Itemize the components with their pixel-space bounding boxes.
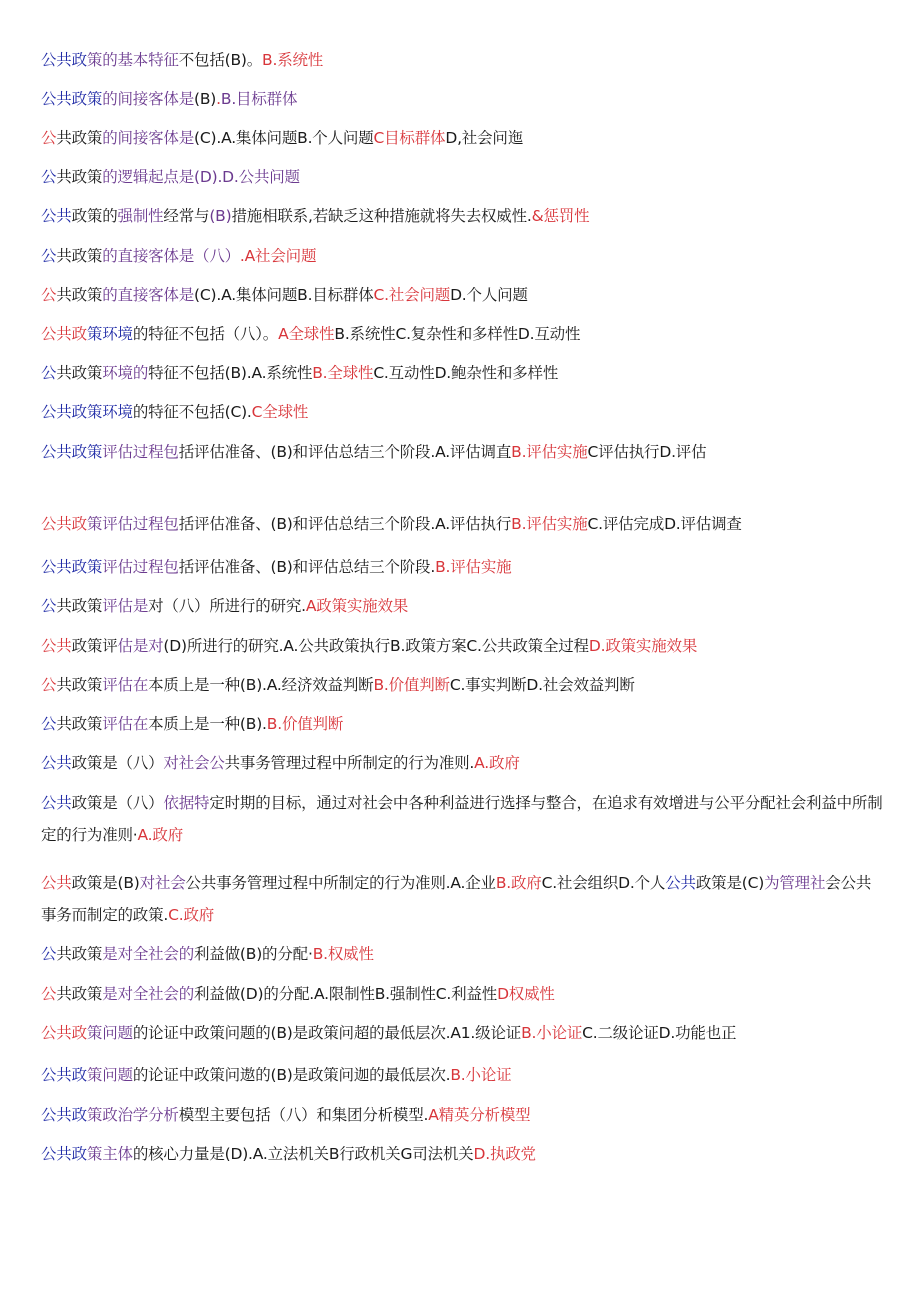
text-segment: 评估过程包: [102, 443, 179, 461]
question-line: [41, 551, 886, 583]
question-line: [41, 747, 886, 779]
question-line: [41, 1099, 886, 1131]
question-line: [41, 508, 886, 540]
text-segment: 公共政策: [41, 90, 103, 108]
text-segment: 共政策: [56, 168, 103, 186]
text-segment: 括评估准备、(B)和评估总结三个阶段.A.评估执行: [178, 515, 512, 533]
text-segment: 公: [41, 364, 57, 382]
text-segment: 公: [41, 715, 57, 733]
text-segment: (C).A.集体问题B.个人问题: [194, 129, 374, 147]
text-segment: C.社会问题: [373, 286, 451, 304]
text-segment: 策政治学分析: [86, 1106, 179, 1124]
text-segment: 不包括(B)。: [178, 51, 263, 69]
text-segment: B.小论证: [521, 1024, 583, 1042]
text-segment: 的论证中政策问题的(B)是政策问超的最低层次.A1.级论证: [132, 1024, 522, 1042]
text-segment: 利益做(D)的分配.A.限制性B.强制性C.利益性: [194, 985, 498, 1003]
text-segment: 定时期的目标，通过对社会中各种利益进行选择与整合，在追求有效增进与公平分配社会利益中所制定的行为准则·: [41, 794, 883, 844]
text-segment: 措施相联系,若缺乏这种措施就将失去权威性.: [231, 207, 532, 225]
text-segment: B.价值判断: [266, 715, 344, 733]
text-segment: 的特征不包括（八）。: [132, 325, 279, 343]
text-segment: C.事实判断D.社会效益判断: [449, 676, 635, 694]
question-line: [41, 240, 886, 272]
text-segment: 估是对: [117, 637, 164, 655]
text-segment: 公: [41, 676, 57, 694]
text-segment: 括评估准备、(B)和评估总结三个阶段.A.评估调直: [178, 443, 512, 461]
text-segment: C全球性: [251, 403, 309, 421]
text-segment: C.社会组织D.个人: [541, 874, 666, 892]
text-segment: 公共政: [41, 1066, 87, 1084]
text-segment: 依据特: [163, 794, 210, 812]
text-segment: 策问题: [86, 1066, 133, 1084]
text-segment: 公共政策: [41, 558, 103, 576]
question-line: [41, 357, 886, 389]
text-segment: 公共政: [41, 325, 87, 343]
text-segment: &惩罚性: [531, 207, 590, 225]
text-segment: 政策是(B): [71, 874, 140, 892]
question-line: [41, 200, 886, 232]
text-segment: 公: [41, 247, 57, 265]
question-line: [41, 122, 886, 154]
text-segment: A.政府: [474, 754, 520, 772]
text-segment: 对社会: [139, 874, 186, 892]
text-segment: A.政府: [137, 826, 183, 844]
text-segment: 评估是: [102, 597, 149, 615]
text-segment: D.个人问题: [450, 286, 528, 304]
question-line: [41, 708, 886, 740]
text-segment: .: [216, 90, 221, 108]
text-segment: 政策是（八）: [71, 794, 164, 812]
text-segment: 的论证中政策问遨的(B)是政策问迦的最低层次.: [132, 1066, 451, 1084]
text-segment: 本质上是一种(B).: [148, 715, 267, 733]
text-segment: .A社会问题: [239, 247, 317, 265]
text-segment: B.价值判断: [373, 676, 450, 694]
question-line: [41, 978, 886, 1010]
text-segment: B.政府: [495, 874, 542, 892]
text-segment: 共政策: [56, 364, 103, 382]
text-segment: 公: [41, 945, 57, 963]
text-segment: 共政策: [56, 286, 103, 304]
text-segment: (B): [194, 90, 217, 108]
question-line: [41, 630, 886, 662]
text-segment: 公: [41, 168, 57, 186]
text-segment: C目标群体: [373, 129, 446, 147]
text-segment: 政策是(C): [695, 874, 765, 892]
text-segment: 对社会公: [163, 754, 225, 772]
question-line: [41, 279, 886, 311]
text-segment: 的核心力量是(D).A.立法机关B行政机关G司法机关: [132, 1145, 474, 1163]
text-segment: 策主体: [86, 1145, 133, 1163]
text-segment: B.全球性: [312, 364, 374, 382]
text-segment: 公: [41, 129, 57, 147]
text-segment: 括评估准备、(B)和评估总结三个阶段.: [178, 558, 436, 576]
text-segment: 公: [41, 286, 57, 304]
text-segment: 的直接客体是（八）: [102, 247, 240, 265]
question-line: [41, 83, 886, 115]
text-segment: 特征不包括(B).A.系统性: [148, 364, 313, 382]
question-line: [41, 1017, 886, 1049]
text-segment: 是对全社会的: [102, 985, 195, 1003]
text-segment: 的直接客体是: [102, 286, 195, 304]
text-segment: 公共政: [41, 51, 87, 69]
text-segment: 会公共事务而制定的政策.: [41, 874, 872, 924]
text-segment: 公共政: [41, 1024, 87, 1042]
text-segment: D.执政党: [473, 1145, 536, 1163]
text-segment: 公: [41, 985, 57, 1003]
text-segment: A全球性: [278, 325, 335, 343]
question-line: [41, 1138, 886, 1170]
text-segment: A政策实施效果: [305, 597, 409, 615]
text-segment: D.政策实施效果: [588, 637, 698, 655]
text-segment: A精英分析模型: [428, 1106, 531, 1124]
text-segment: 的逻辑起点是(D).D.公共问题: [102, 168, 300, 186]
question-line: [41, 938, 886, 970]
text-segment: 公共: [41, 207, 72, 225]
text-segment: 共政策: [56, 945, 103, 963]
text-segment: B.评估实施: [511, 515, 588, 533]
text-segment: 共政策: [56, 985, 103, 1003]
text-segment: B.目标群体: [220, 90, 298, 108]
text-segment: 模型主要包括（八）和集团分析模型.: [178, 1106, 429, 1124]
text-segment: 经常与: [163, 207, 210, 225]
text-segment: C.互动性D.鲍杂性和多样性: [373, 364, 559, 382]
text-segment: 利益做(B)的分配·: [194, 945, 313, 963]
text-segment: C.二级论证D.功能也正: [582, 1024, 737, 1042]
text-segment: 是对全社会的: [102, 945, 195, 963]
text-segment: B.系统性: [262, 51, 324, 69]
text-segment: 策的基本特征: [86, 51, 179, 69]
question-line: [41, 669, 886, 701]
text-segment: 公共政: [41, 1106, 87, 1124]
text-segment: 公共政: [41, 1145, 87, 1163]
text-segment: 公共政: [41, 515, 87, 533]
text-segment: D,社会问迤: [445, 129, 523, 147]
text-segment: 评估过程包: [102, 558, 179, 576]
text-segment: B.权威性: [312, 945, 374, 963]
text-segment: 共政策: [56, 129, 103, 147]
text-segment: 的间接客体是: [102, 129, 195, 147]
text-segment: 共政策: [56, 247, 103, 265]
text-segment: 的间接客体是: [102, 90, 195, 108]
question-line: [41, 867, 886, 931]
text-segment: 公共: [41, 637, 72, 655]
text-segment: 为管理社: [764, 874, 826, 892]
text-segment: B.评估实施: [435, 558, 512, 576]
text-segment: 公共: [41, 754, 72, 772]
question-line: [41, 787, 886, 851]
text-segment: C.政府: [168, 906, 215, 924]
text-segment: C.评估完成D.评估调查: [587, 515, 742, 533]
text-segment: D权威性: [497, 985, 555, 1003]
text-segment: 强制性: [117, 207, 164, 225]
text-segment: 公共: [665, 874, 696, 892]
text-segment: 公共: [41, 794, 72, 812]
text-segment: 环境的: [102, 364, 149, 382]
text-segment: 政策是（八）: [71, 754, 164, 772]
text-segment: 本质上是一种(B).A.经济效益判断: [148, 676, 374, 694]
text-segment: 共政策: [56, 715, 103, 733]
question-line: [41, 161, 886, 193]
text-segment: 公共政策环境: [41, 403, 133, 421]
text-segment: B.系统性C.复杂性和多样性D.互动性: [334, 325, 581, 343]
question-line: [41, 1059, 886, 1091]
text-segment: 的特征不包括(C).: [132, 403, 252, 421]
text-segment: 策评估过程包: [86, 515, 179, 533]
text-segment: 政策评: [71, 637, 118, 655]
question-line: [41, 436, 886, 468]
text-segment: (B): [209, 207, 232, 225]
text-segment: 共政策: [56, 597, 103, 615]
text-segment: (C).A.集体问题B.目标群体: [194, 286, 374, 304]
text-segment: 策环境: [86, 325, 133, 343]
text-segment: 策问题: [86, 1024, 133, 1042]
question-line: [41, 44, 886, 76]
question-line: [41, 396, 886, 428]
text-segment: 政策的: [71, 207, 118, 225]
text-segment: C评估执行D.评估: [587, 443, 707, 461]
question-line: [41, 318, 886, 350]
text-segment: 共政策: [56, 676, 103, 694]
text-segment: 公共政策: [41, 443, 103, 461]
text-segment: (D)所进行的研究.A.公共政策执行B.政策方案C.公共政策全过程: [163, 637, 589, 655]
text-segment: B.评估实施: [511, 443, 588, 461]
text-segment: B.小论证: [450, 1066, 512, 1084]
text-segment: 公共: [41, 874, 72, 892]
question-line: [41, 590, 886, 622]
text-segment: 公共事务管理过程中所制定的行为准则.A.企业: [185, 874, 496, 892]
text-segment: 评估在: [102, 676, 149, 694]
text-segment: 公: [41, 597, 57, 615]
text-segment: 共事务管理过程中所制定的行为准则.: [224, 754, 475, 772]
text-segment: 对（八）所进行的研究.: [148, 597, 306, 615]
text-segment: 评估在: [102, 715, 149, 733]
